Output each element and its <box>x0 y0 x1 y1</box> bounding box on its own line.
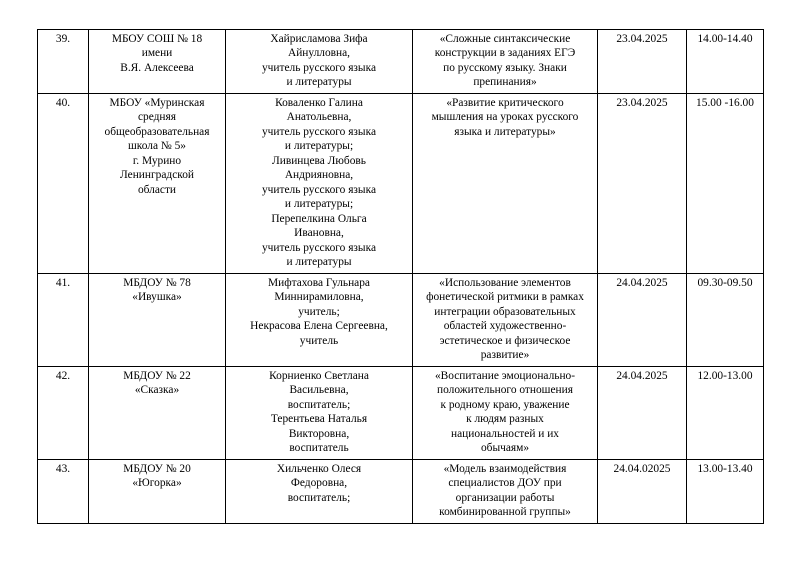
cell-date <box>598 93 687 273</box>
cell-date <box>598 273 687 366</box>
cell-line: МБОУ СОШ № 18 <box>111 33 203 45</box>
cell-pers <box>226 273 413 366</box>
cell-topic <box>413 273 598 366</box>
cell-line: 09.30-09.50 <box>697 276 753 289</box>
cell-line: Некрасова Елена Сергеевна, <box>250 320 388 333</box>
cell-line: «Развитие критического <box>446 96 564 109</box>
cell-line: областей художественно- <box>443 320 567 333</box>
cell-line: г. Мурино <box>132 154 182 167</box>
cell-line: учитель русского языка <box>261 183 377 196</box>
cell-date <box>598 30 687 94</box>
cell-topic <box>413 366 598 459</box>
cell-num <box>38 30 89 94</box>
cell-line: 15.00 -16.00 <box>696 96 754 109</box>
cell-line: конструкции в заданиях ЕГЭ <box>434 47 576 60</box>
cell-time <box>687 366 764 459</box>
cell-line: и литературы; <box>284 140 354 153</box>
schedule-table-body <box>38 30 764 524</box>
cell-num <box>38 459 89 523</box>
cell-line: Хильченко Олеся <box>276 462 362 475</box>
cell-line: 24.04.02025 <box>613 462 671 475</box>
cell-org <box>89 459 226 523</box>
cell-line: МБОУ «Муринская <box>109 96 205 109</box>
cell-org <box>89 273 226 366</box>
cell-line: Мифтахова Гульнара <box>268 276 370 289</box>
cell-line: комбинированной группы» <box>439 506 571 519</box>
table-row <box>38 459 764 523</box>
cell-pers <box>226 93 413 273</box>
cell-line: МБДОУ № 20 <box>123 462 191 475</box>
cell-pers <box>226 459 413 523</box>
cell-line: Айнулловна, <box>287 47 351 60</box>
cell-line: учитель русского языка <box>261 125 377 138</box>
cell-line: эстетическое и физическое <box>439 334 571 347</box>
cell-num <box>38 93 89 273</box>
cell-topic <box>413 93 598 273</box>
cell-line: мышления на уроках русского <box>431 111 579 124</box>
cell-line: имени <box>141 47 173 60</box>
table-row <box>38 366 764 459</box>
cell-line: специалистов ДОУ при <box>448 477 562 490</box>
cell-line: и литературы <box>286 256 352 269</box>
cell-line: 39. <box>55 33 71 45</box>
cell-line: языка и литературы» <box>454 125 556 138</box>
cell-line: обычаям» <box>480 442 530 455</box>
cell-line: 12.00-13.00 <box>697 369 753 382</box>
cell-line: области <box>137 183 177 196</box>
cell-line: 14.00-14.40 <box>697 33 753 45</box>
cell-line: «Использование элементов <box>439 276 571 289</box>
table-row <box>38 30 764 94</box>
cell-line: развитие» <box>480 349 530 362</box>
cell-org <box>89 93 226 273</box>
cell-line: 13.00-13.40 <box>697 462 753 475</box>
cell-line: «Ивушка» <box>132 291 182 304</box>
cell-line: Ивановна, <box>294 227 344 240</box>
cell-line: 40. <box>55 96 71 109</box>
cell-line: 24.04.2025 <box>616 369 668 382</box>
cell-line: Ливинцева Любовь <box>272 154 366 167</box>
cell-date <box>598 366 687 459</box>
cell-line: и литературы; <box>284 198 354 211</box>
cell-line: воспитатель; <box>287 398 351 411</box>
cell-time <box>687 459 764 523</box>
cell-line: Хайрисламова Зифа <box>270 33 368 45</box>
cell-line: «Воспитание эмоционально- <box>434 369 576 382</box>
cell-line: к людям разных <box>466 413 544 426</box>
cell-line: интеграции образовательных <box>434 305 576 318</box>
cell-line: к родному краю, уважение <box>440 398 570 411</box>
cell-line: МБДОУ № 78 <box>123 276 191 289</box>
cell-line: учитель; <box>298 305 340 318</box>
cell-org <box>89 366 226 459</box>
cell-line: национальностей и их <box>450 427 559 440</box>
cell-line: «Сложные синтаксические <box>439 33 571 45</box>
cell-num <box>38 273 89 366</box>
cell-line: 23.04.2025 <box>616 96 668 109</box>
cell-line: воспитатель <box>289 442 349 455</box>
cell-line: Васильевна, <box>289 384 349 397</box>
cell-line: Перепелкина Ольга <box>271 212 367 225</box>
cell-line: учитель русского языка <box>261 61 377 74</box>
cell-org <box>89 30 226 94</box>
cell-time <box>687 273 764 366</box>
cell-line: Терентьева Наталья <box>270 413 368 426</box>
cell-num <box>38 366 89 459</box>
cell-line: В.Я. Алексеева <box>120 61 194 74</box>
cell-time <box>687 93 764 273</box>
cell-topic <box>413 459 598 523</box>
schedule-table <box>37 29 764 524</box>
cell-line: по русскому языку. Знаки <box>443 61 567 74</box>
cell-line: Андрияновна, <box>284 169 354 182</box>
cell-topic <box>413 30 598 94</box>
cell-line: МБДОУ № 22 <box>123 369 191 382</box>
cell-line: фонетической ритмики в рамках <box>426 291 584 304</box>
cell-line: общеобразовательная <box>104 125 210 138</box>
cell-line: организации работы <box>455 491 555 504</box>
cell-pers <box>226 366 413 459</box>
cell-line: «Югорка» <box>132 477 182 490</box>
cell-line: 42. <box>55 369 71 382</box>
cell-line: препинания» <box>473 76 537 89</box>
cell-line: Анатольевна, <box>286 111 352 124</box>
cell-line: Корниенко Светлана <box>269 369 369 382</box>
cell-line: и литературы <box>286 76 352 89</box>
table-row <box>38 93 764 273</box>
cell-line: 43. <box>55 462 71 475</box>
cell-line: воспитатель; <box>287 491 351 504</box>
cell-line: 23.04.2025 <box>616 33 668 45</box>
cell-time <box>687 30 764 94</box>
cell-line: «Сказка» <box>134 384 180 397</box>
cell-line: положительного отношения <box>437 384 573 397</box>
cell-date <box>598 459 687 523</box>
cell-line: Викторовна, <box>288 427 350 440</box>
cell-line: средняя <box>137 111 177 124</box>
cell-pers <box>226 30 413 94</box>
cell-line: Федоровна, <box>290 477 348 490</box>
cell-line: Коваленко Галина <box>275 96 363 109</box>
cell-line: Миннирамиловна, <box>274 291 364 304</box>
cell-line: школа № 5» <box>128 140 186 153</box>
cell-line: 41. <box>55 276 71 289</box>
table-row <box>38 273 764 366</box>
cell-line: Ленинградской <box>119 169 194 182</box>
cell-line: «Модель взаимодействия <box>443 462 567 475</box>
cell-line: учитель <box>299 334 339 347</box>
cell-line: учитель русского языка <box>261 241 377 254</box>
cell-line: 24.04.2025 <box>616 276 668 289</box>
